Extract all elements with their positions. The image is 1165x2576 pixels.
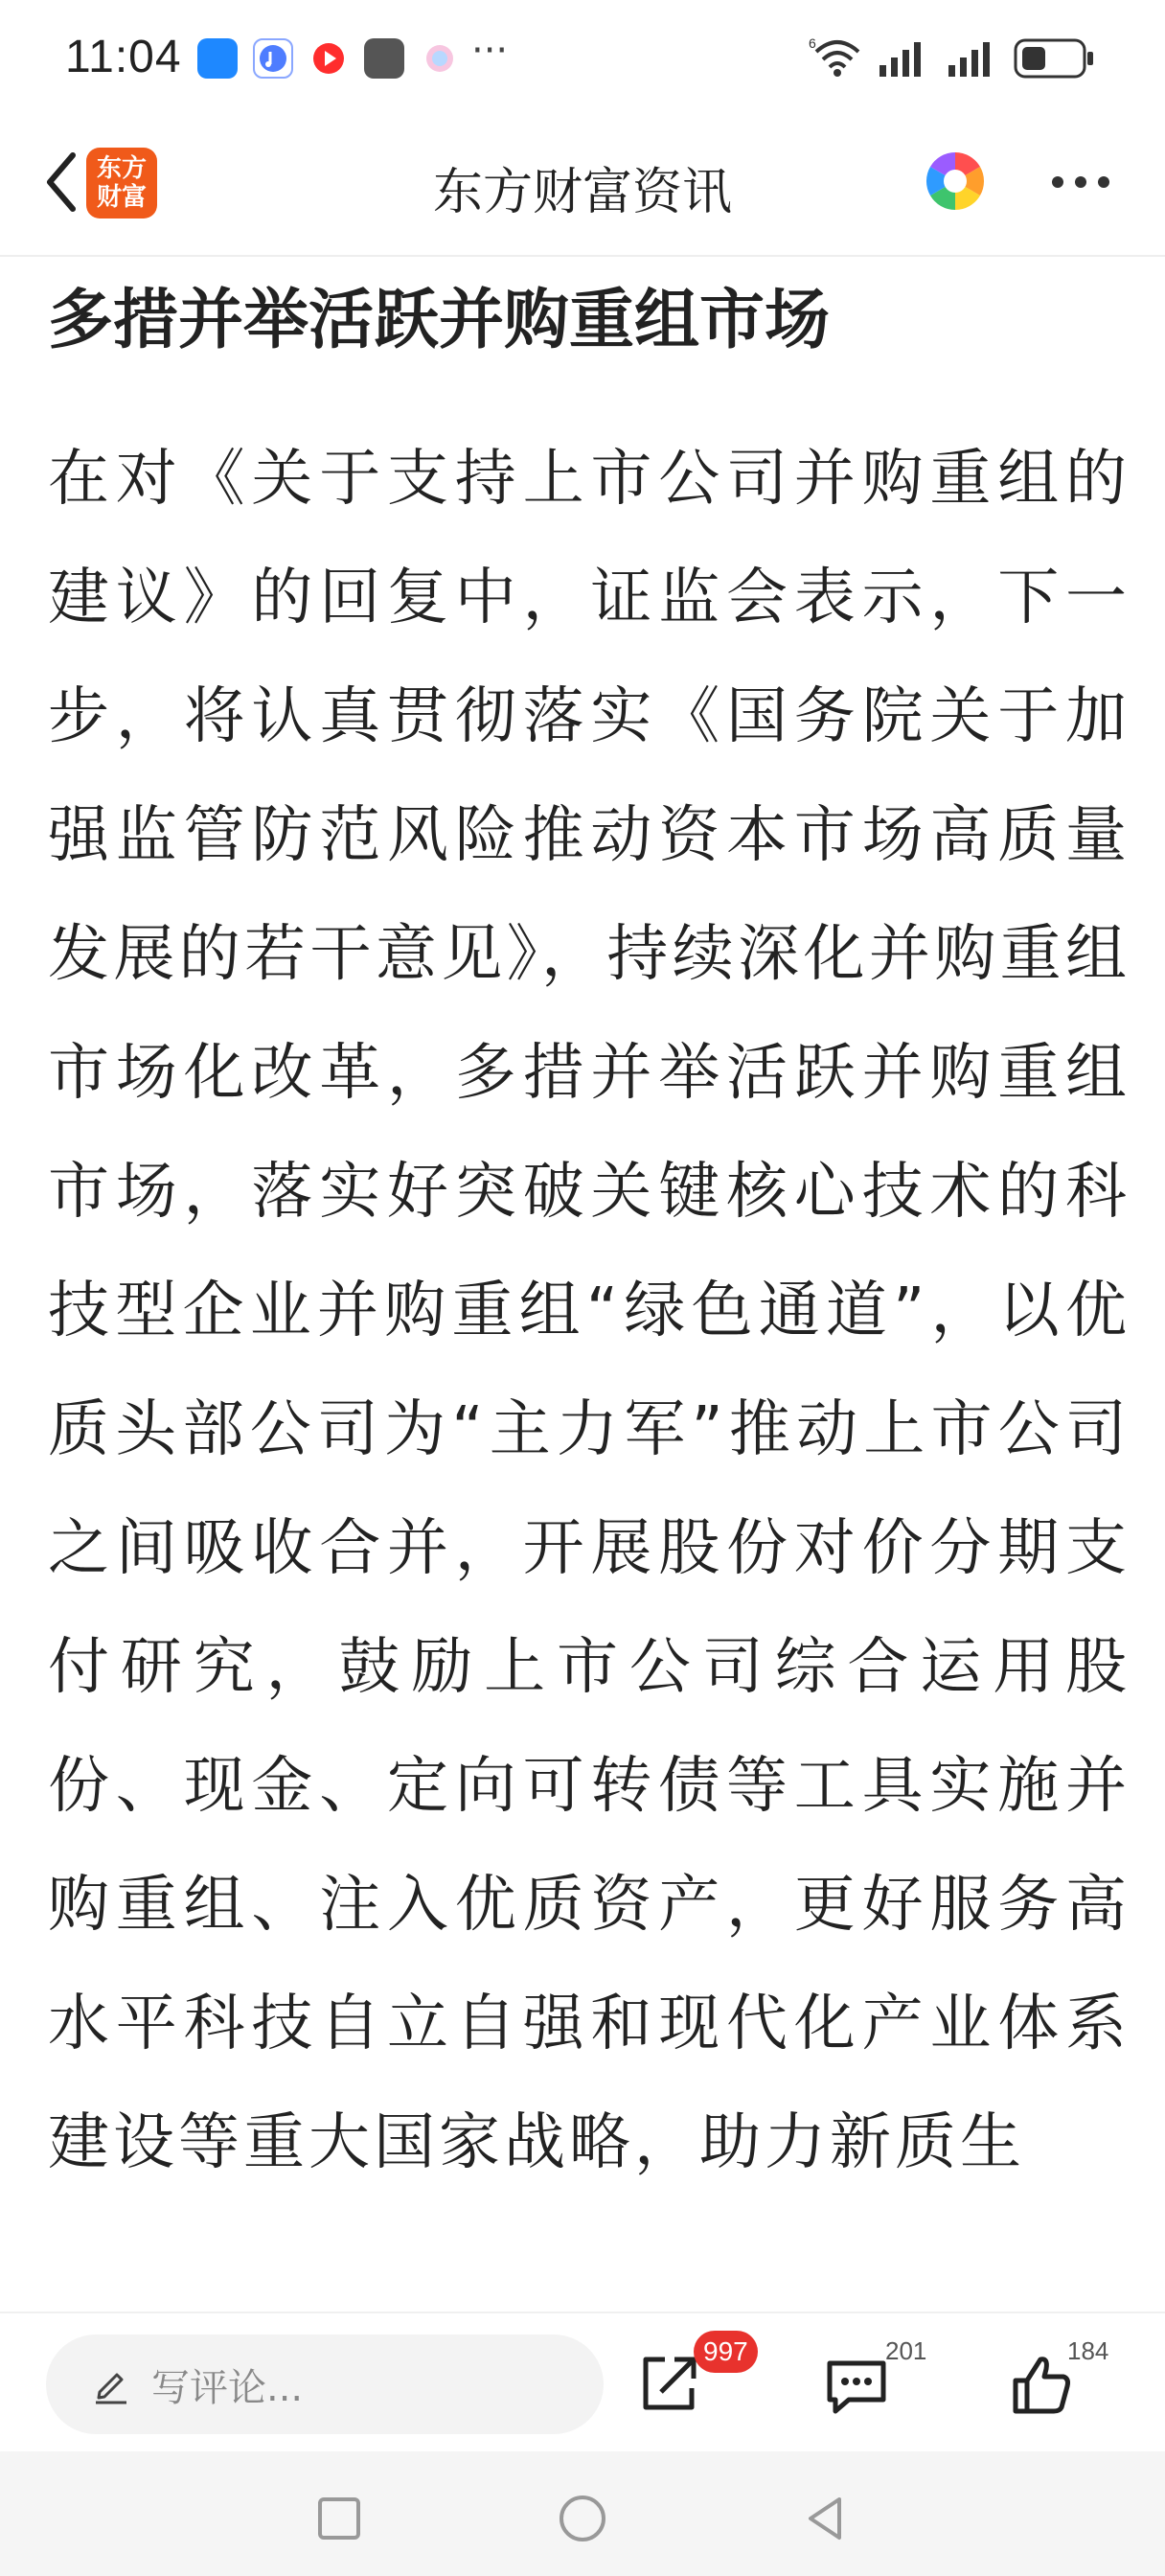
game-app-icon [364, 38, 404, 79]
header-title: 东方财富资讯 [432, 164, 732, 221]
comment-icon [820, 2348, 893, 2421]
music-app-icon [253, 38, 293, 79]
signal-icon-2 [948, 40, 998, 80]
square-icon [310, 2490, 368, 2547]
logo-line-2: 财富 [96, 183, 147, 212]
back-nav-button[interactable] [797, 2490, 855, 2547]
recent-apps-button[interactable] [310, 2490, 368, 2547]
share-count-badge: 997 [694, 2331, 758, 2373]
video-app-icon [308, 38, 349, 79]
dot-icon [1098, 176, 1109, 188]
app-header [0, 115, 1165, 257]
message-app-icon [197, 38, 238, 79]
battery-icon [1014, 38, 1096, 82]
browser-app-icon [420, 38, 460, 79]
home-button[interactable] [554, 2490, 611, 2547]
comment-count: 201 [885, 2336, 927, 2365]
article-body: 在对《关于支持上市公司并购重组的建议》的回复中，证监会表示，下一步，将认真贯彻落实《国务院关于加强监管防范风险推动资本市场高质量发展的若干意见》，持续深化并购重组市场化改革，多措并举活跃并购重组市场，落实好突破关键核心技术的科技型企业并购重组“绿色通道”，以优质头部公司为“主力军”推动上市公司之间吸收合并，开展股份对价分期支付研究，鼓励上市公司综合运用股份、现金、定向可转债等工具实施并购重组、注入优质资产，更好服务高水平科技自立自强和现代化产业体系建设等重大国家战略，助力新质生 [48, 444, 1131, 2178]
status-time: 11:04 [65, 32, 182, 82]
article [48, 255, 1131, 2202]
more-options-button[interactable] [1052, 171, 1113, 194]
like-count: 184 [1067, 2336, 1109, 2365]
status-bar [0, 0, 1165, 115]
system-nav-bar [0, 2451, 1165, 2576]
status-more-indicator: ··· [471, 29, 509, 73]
dot-icon [1052, 176, 1063, 188]
pencil-icon [90, 2363, 132, 2405]
signal-icon-1 [879, 40, 929, 80]
comment-input[interactable] [46, 2334, 604, 2434]
wifi-icon [809, 34, 864, 82]
circle-icon [554, 2490, 611, 2547]
comment-placeholder: 写评论... [151, 2365, 304, 2410]
action-bar [0, 2312, 1165, 2453]
logo-line-1: 东方 [96, 154, 147, 183]
dot-icon [1075, 176, 1086, 188]
aperture-icon[interactable] [922, 148, 989, 215]
article-title: 多措并举活跃并购重组市场 [48, 283, 831, 358]
triangle-back-icon [797, 2490, 855, 2547]
network-label: 6 [809, 35, 816, 51]
comments-button[interactable] [820, 2348, 893, 2421]
